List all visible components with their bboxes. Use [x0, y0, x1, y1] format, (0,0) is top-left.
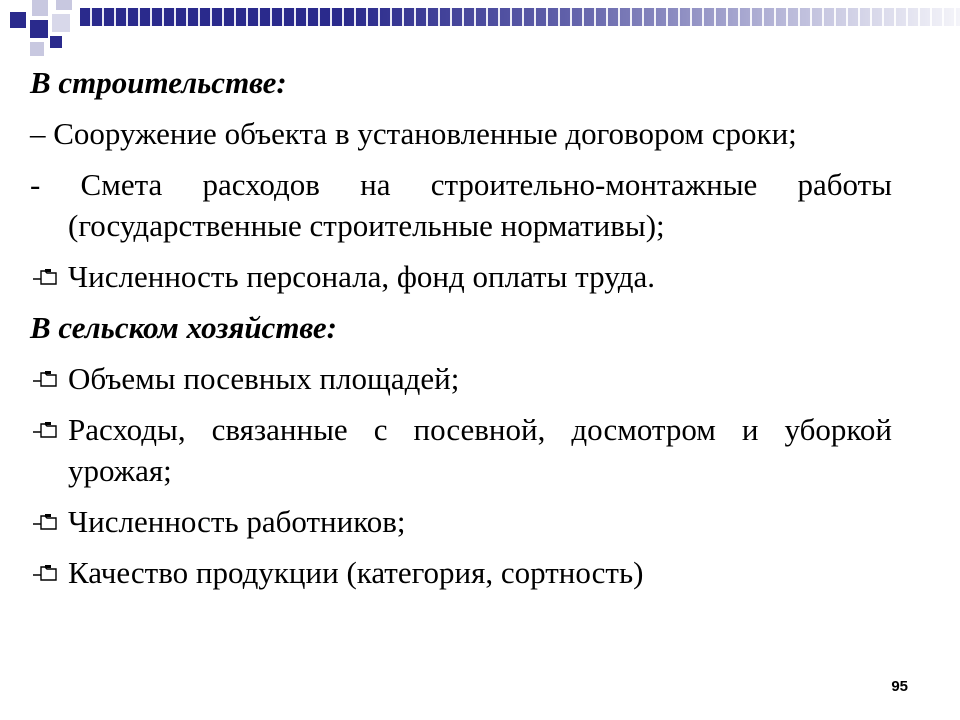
agriculture-item-areas	[30, 358, 892, 399]
construction-heading: В строительстве:	[30, 65, 287, 100]
header-decoration	[0, 0, 960, 60]
agriculture-item-areas-text: Объемы посевных площадей;	[68, 361, 460, 396]
construction-item-estimate: - Смета расходов на строительно-монтажные работы (государственные строительные нормативы);	[30, 167, 892, 243]
agriculture-item-expenses	[30, 409, 892, 491]
decorative-squares	[0, 0, 80, 60]
construction-item-personnel-text: Численность персонала, фонд оплаты труда.	[68, 259, 656, 294]
folder-icon	[32, 268, 58, 286]
construction-item-personnel	[30, 256, 892, 297]
folder-icon	[32, 564, 58, 582]
header-stripe	[80, 8, 960, 26]
folder-icon	[32, 513, 58, 531]
agriculture-heading: В сельском хозяйстве:	[30, 310, 337, 345]
agriculture-item-workers	[30, 501, 892, 542]
folder-icon	[32, 370, 58, 388]
page-number: 95	[891, 678, 908, 695]
folder-icon	[32, 421, 58, 439]
agriculture-item-expenses-text: Расходы, связанные с посевной, досмотром и уборкой урожая;	[68, 412, 892, 488]
agriculture-item-quality-text: Качество продукции (категория, сортность)	[68, 555, 644, 590]
slide-content	[30, 62, 892, 603]
construction-item-deadline: – Сооружение объекта в установленные договором сроки;	[30, 116, 797, 151]
agriculture-item-quality	[30, 552, 892, 593]
agriculture-item-workers-text: Численность работников;	[68, 504, 406, 539]
